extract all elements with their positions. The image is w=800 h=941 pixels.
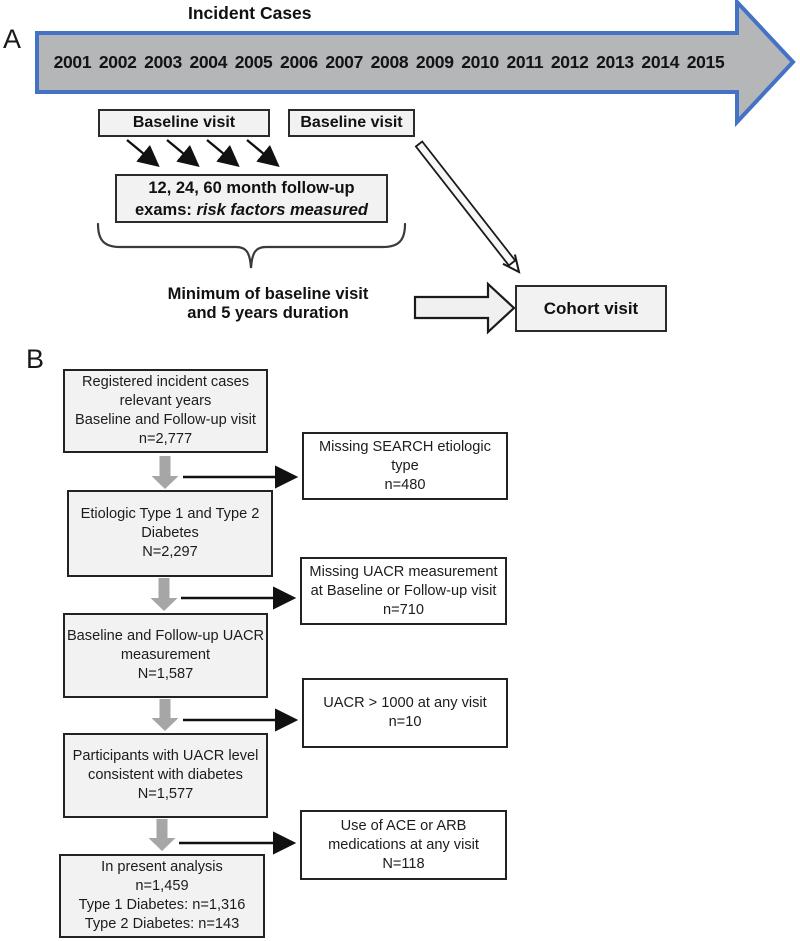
exclusion-box-uacr-1000: UACR > 1000 at any visit n=10 [302,678,508,748]
cohort-visit-box: Cohort visit [515,285,667,332]
flow-box-uacr-consistent: Participants with UACR level consistent with diabetes N=1,577 [63,733,268,818]
followup-line2: exams: risk factors measured [135,200,368,219]
exclusion-box-ace-arb: Use of ACE or ARB medications at any visit N=118 [300,810,507,880]
flow-box-etiologic: Etiologic Type 1 and Type 2 Diabetes N=2,297 [67,490,273,577]
block-arrow-icon [415,284,514,332]
panel-a-title: Incident Cases [188,3,312,23]
exclusion-box-etiologic-type: Missing SEARCH etiologic type n=480 [302,432,508,500]
followup-exams-box [115,174,388,223]
panel-b-label: B [26,344,45,374]
exclusion-box-missing-uacr: Missing UACR measurement at Baseline or Follow-up visit n=710 [300,557,507,625]
baseline-to-followup-arrows-icon [127,140,276,164]
brace-caption: Minimum of baseline visit and 5 years duration [167,285,369,322]
baseline-visit-box-1: Baseline visit [98,109,270,137]
flow-box-uacr-measurement: Baseline and Follow-up UACR measurement N=1,587 [63,613,268,698]
followup-line1: 12, 24, 60 month follow-up [148,178,355,197]
panel-a-label: A [3,24,22,54]
timeline-years: 2001 2002 2003 2004 2005 2006 2007 2008 2009 2010 2011 2012 2013 2014 2015 [53,52,725,72]
baseline-to-cohort-arrow-icon [416,142,519,273]
brace-icon [98,224,405,268]
baseline-visit-box-2: Baseline visit [288,109,415,137]
flow-box-present-analysis: In present analysis n=1,459 Type 1 Diabetes: n=1,316 Type 2 Diabetes: n=143 [59,854,265,938]
flow-box-registered: Registered incident cases relevant years Baseline and Follow-up visit n=2,777 [63,369,268,453]
